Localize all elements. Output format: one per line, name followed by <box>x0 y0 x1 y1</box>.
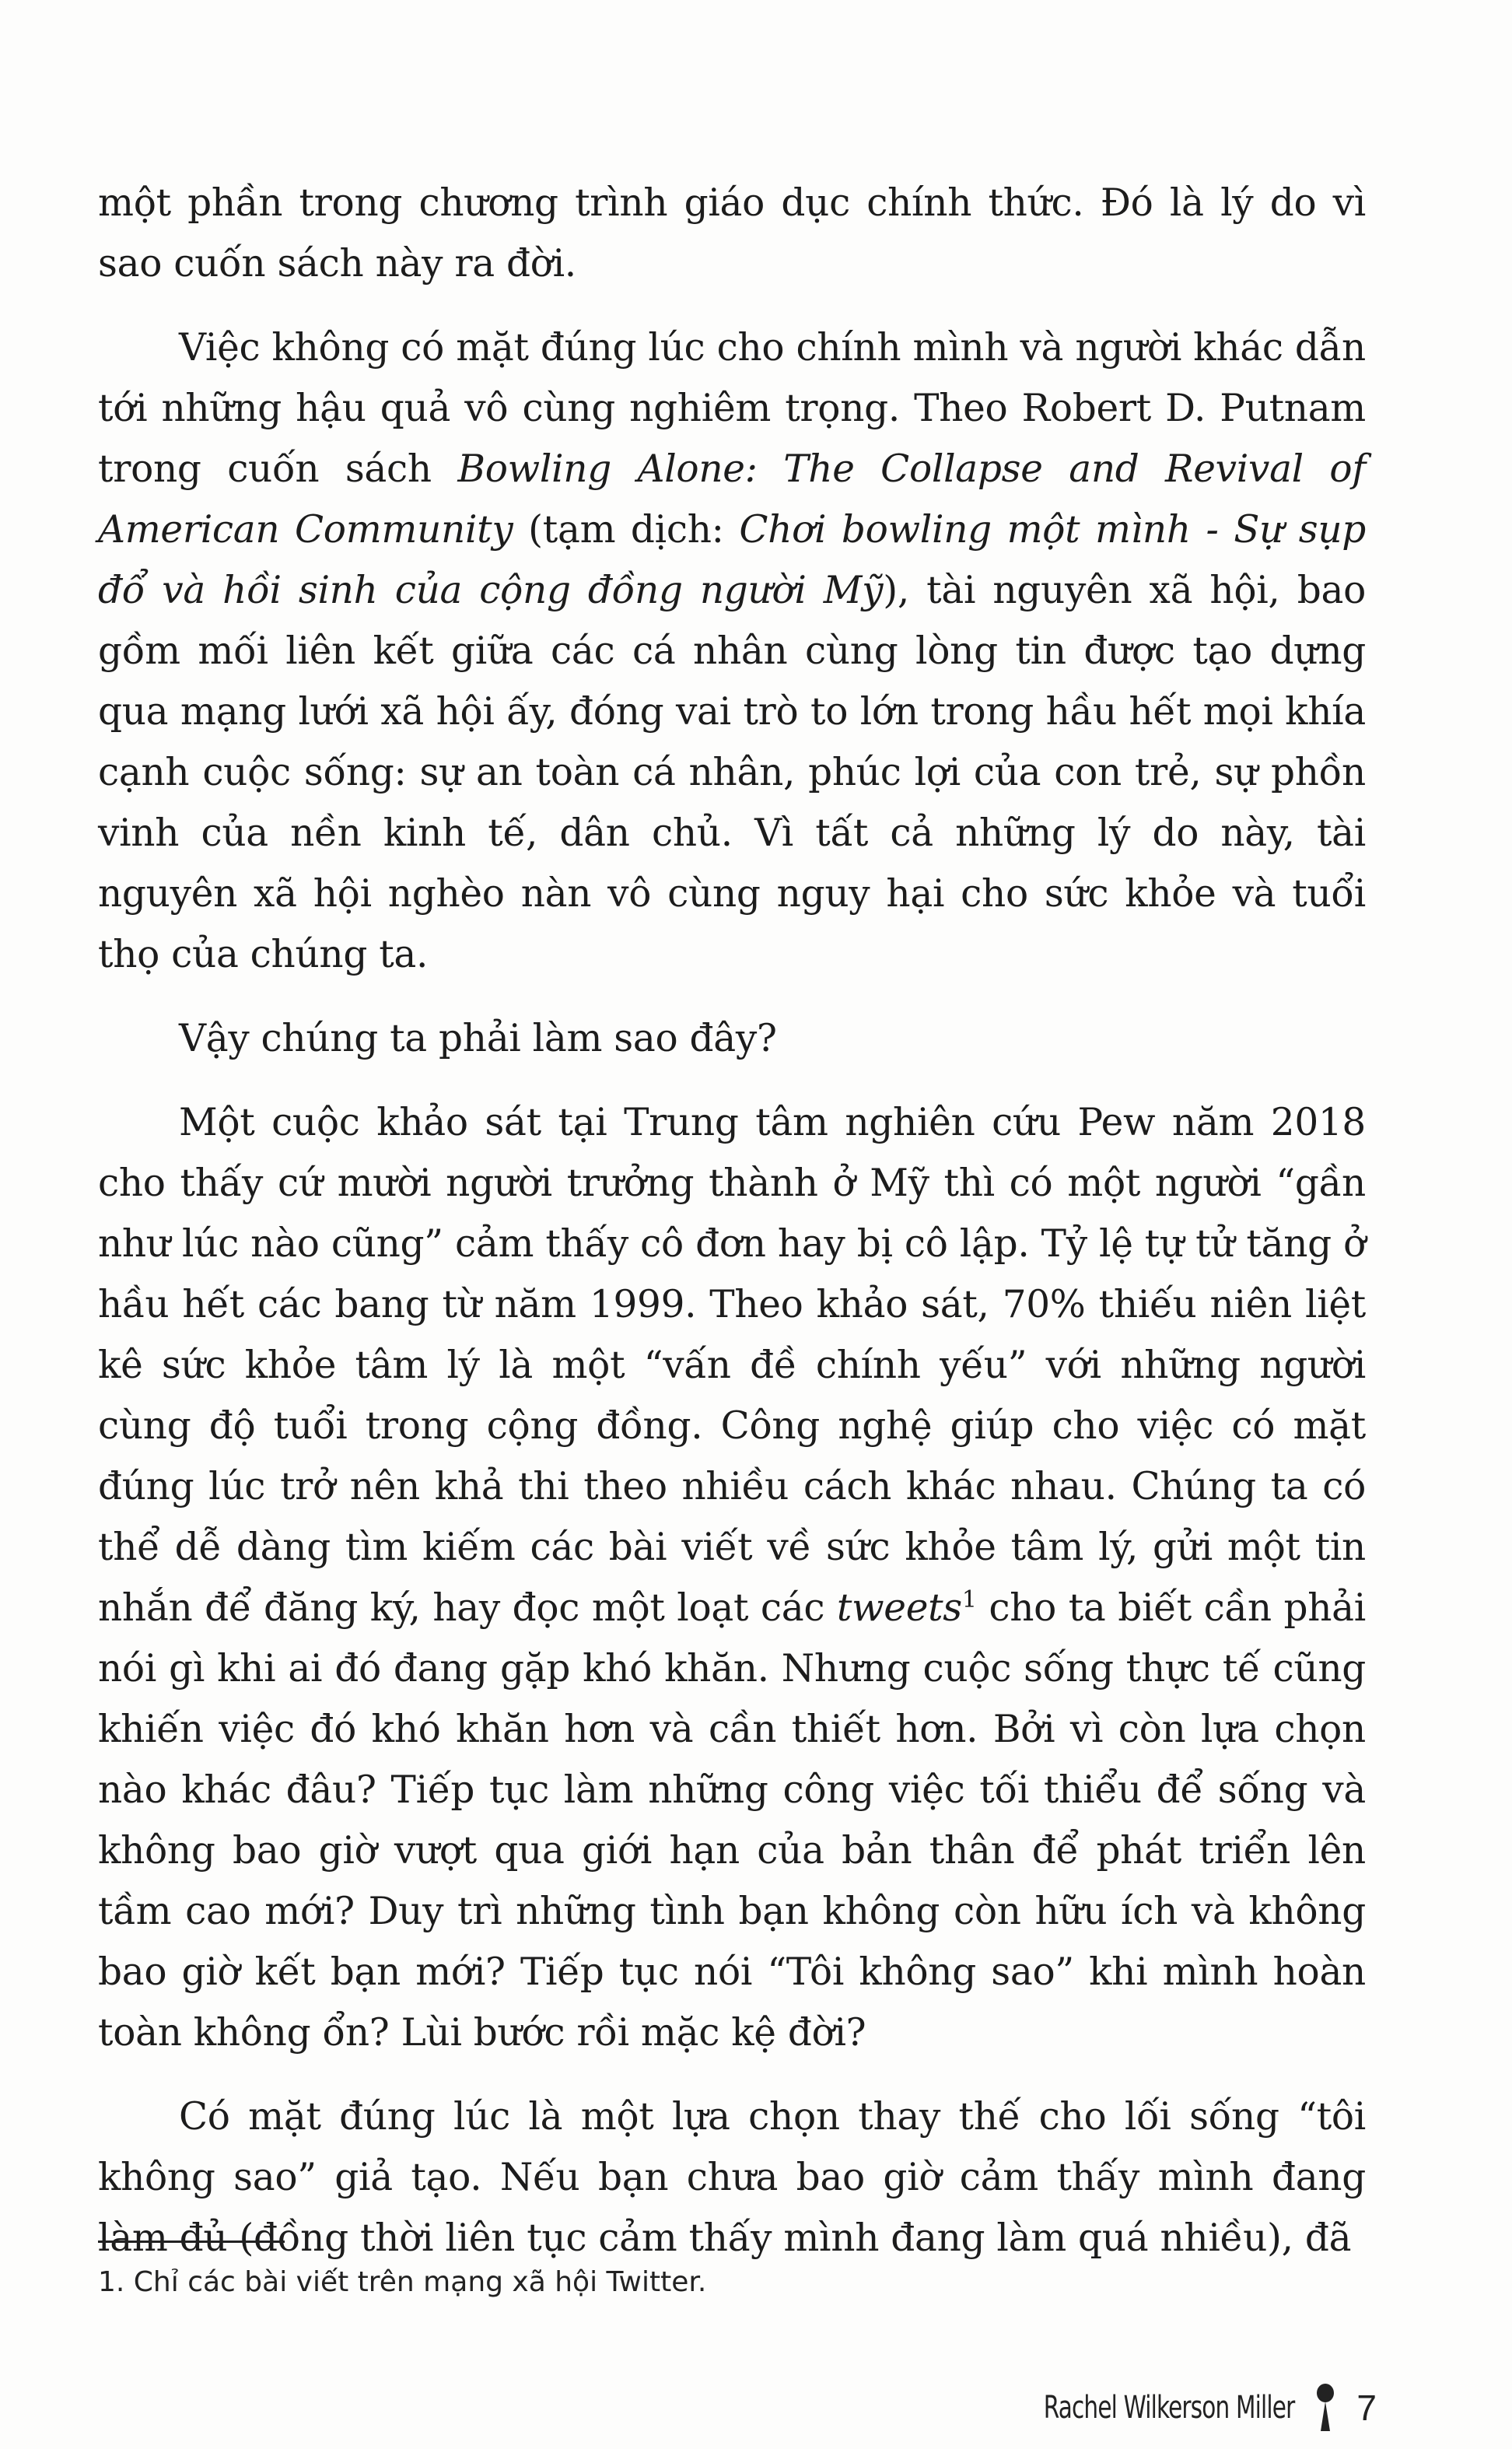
footnote: 1. Chỉ các bài viết trên mạng xã hội Twitter. <box>98 2266 707 2298</box>
book-title-vietnamese: Chơi bowling một mình - Sự sụp đổ và hồi sinh của cộng đồng người Mỹ <box>98 508 1367 612</box>
paragraph-2-text-a: Việc không có mặt đúng lúc cho chính mình và người khác dẫn tới những hậu quả vô cùng nghiêm trọng. Theo Robert D. Putnam trong cuốn sách <box>98 326 1366 491</box>
footnote-marker: 1 <box>961 1585 977 1613</box>
footnote-divider <box>98 2241 285 2243</box>
tweets-term: tweets <box>836 1586 962 1630</box>
paragraph-1-text: một phần trong chương trình giáo dục chính thức. Đó là lý do vì sao cuốn sách này ra đời. <box>98 181 1366 286</box>
paragraph-3 <box>98 1008 1366 1069</box>
paragraph-1 <box>98 173 1366 294</box>
running-footer-author: Rachel Wilkerson Miller <box>1043 2390 1295 2426</box>
paragraph-3-text: Vậy chúng ta phải làm sao đây? <box>179 1017 777 1060</box>
paragraph-4-text-b: cho ta biết cần phải nói gì khi ai đó đang gặp khó khăn. Nhưng cuộc sống thực tế cũng khiến việc đó khó khăn hơn và cần thiết hơn. Bởi vì còn lựa chọn nào khác đâu? Tiếp tục làm những công việc tối thiểu để sống và không bao giờ vượt qua giới hạn của bản thân để phát triển lên tầm cao mới? Duy trì những tình bạn không còn hữu ích và không bao giờ kết bạn mới? Tiếp tục nói “Tôi không sao” khi mình hoàn toàn không ổn? Lùi bước rồi mặc kệ đời? <box>98 1586 1366 2055</box>
body-text <box>98 173 1366 2292</box>
paragraph-4-text-a: Một cuộc khảo sát tại Trung tâm nghiên cứu Pew năm 2018 cho thấy cứ mười người trưởng thành ở Mỹ thì có một người “gần như lúc nào cũng” cảm thấy cô đơn hay bị cô lập. Tỷ lệ tự tử tăng ở hầu hết các bang từ năm 1999. Theo khảo sát, 70% thiếu niên liệt kê sức khỏe tâm lý là một “vấn đề chính yếu” với những người cùng độ tuổi trong cộng đồng. Công nghệ giúp cho việc có mặt đúng lúc trở nên khả thi theo nhiều cách khác nhau. Chúng ta có thể dễ dàng tìm kiếm các bài viết về sức khỏe tâm lý, gửi một tin nhắn để đăng ký, hay đọc một loạt các <box>98 1101 1366 1630</box>
paragraph-2 <box>98 317 1366 985</box>
page-number: 7 <box>1356 2388 1377 2428</box>
paragraph-2-text-c: ), tài nguyên xã hội, bao gồm mối liên kết giữa các cá nhân cùng lòng tin được tạo dựng qua mạng lưới xã hội ấy, đóng vai trò to lớn trong hầu hết mọi khía cạnh cuộc sống: sự an toàn cá nhân, phúc lợi của con trẻ, sự phồn vinh của nền kinh tế, dân chủ. Vì tất cả những lý do này, tài nguyên xã hội nghèo nàn vô cùng nguy hại cho sức khỏe và tuổi thọ của chúng ta. <box>98 569 1366 976</box>
book-title-english: Bowling Alone: The Collapse and Revival of American Community <box>98 447 1366 552</box>
page-footer <box>957 2381 1377 2435</box>
paragraph-2-text-b: (tạm dịch: <box>513 508 740 552</box>
paragraph-5 <box>98 2086 1366 2269</box>
paragraph-4 <box>98 1092 1366 2063</box>
microphone-icon <box>1310 2383 1341 2433</box>
paragraph-5-text: Có mặt đúng lúc là một lựa chọn thay thế cho lối sống “tôi không sao” giả tạo. Nếu bạn chưa bao giờ cảm thấy mình đang làm đủ (đồng thời liên tục cảm thấy mình đang làm quá nhiều), đã <box>98 2095 1366 2260</box>
